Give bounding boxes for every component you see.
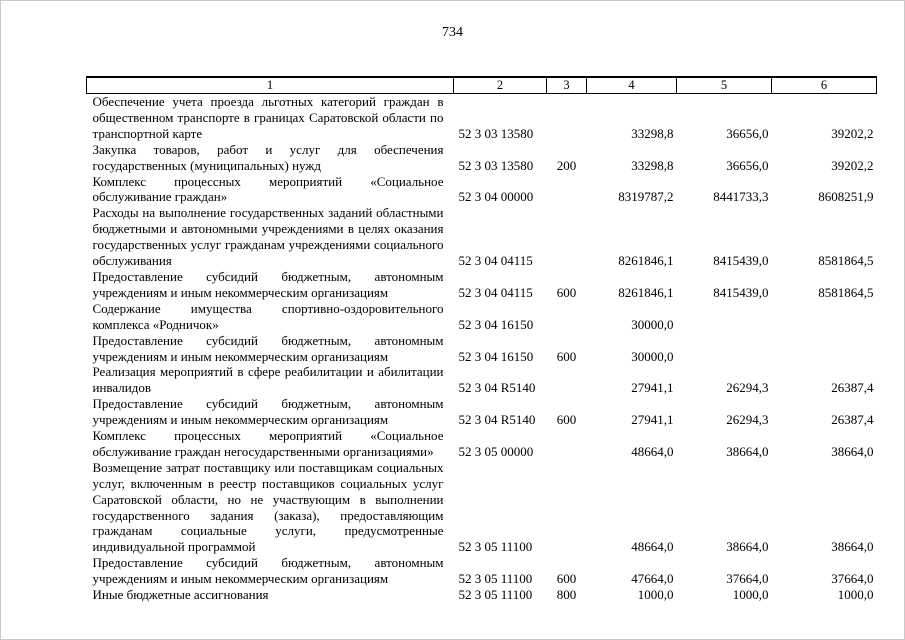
row-amount-2025-cell: 1000,0 xyxy=(637,587,674,603)
budget-table xyxy=(86,76,877,603)
row-name-cell: Реализация мероприятий в сфере реабилитации и абилитации инвалидов xyxy=(92,364,444,396)
row-name-cell: Комплекс процессных мероприятий «Социальное обслуживание граждан» xyxy=(92,173,444,205)
row-group-cell xyxy=(547,460,587,555)
table-header xyxy=(87,77,877,94)
row-amount-2027-cell: 8581864,5 xyxy=(818,253,874,269)
row-name-cell: Предоставление субсидий бюджетным, автономным учреждениям и иным некоммерческим организациям xyxy=(92,332,444,364)
row-amount-2025-cell: 30000,0 xyxy=(631,348,674,364)
row-amount-2026-cell: 36656,0 xyxy=(726,157,769,173)
row-group-cell: 200 xyxy=(556,157,577,173)
row-amount-2027-cell: 1000,0 xyxy=(837,587,874,603)
row-amount-2027-cell: 8608251,9 xyxy=(818,189,874,205)
table-row xyxy=(87,205,877,269)
row-name-cell: Иные бюджетные ассигнования xyxy=(92,587,269,603)
row-name-cell: Возмещение затрат поставщику или поставщикам социальных услуг, включенным в реестр поставщиков социальных услуг Саратовской области, но не участвующим в выполнении государственного задания (заказа), предоставляющим гражданам социальные услуги, предусмотренные индивидуальной программой xyxy=(92,459,444,555)
table-row xyxy=(87,301,877,333)
row-amount-2026-cell xyxy=(677,333,772,365)
row-group-cell xyxy=(547,428,587,460)
row-code-cell: 52 3 03 13580 xyxy=(458,157,534,173)
row-amount-2027-cell: 26387,4 xyxy=(831,380,874,396)
row-amount-2025-cell: 33298,8 xyxy=(631,157,674,173)
column-number-2: 2 xyxy=(454,77,547,94)
row-amount-2025-cell: 30000,0 xyxy=(631,316,674,332)
table-row xyxy=(87,142,877,174)
row-name-cell: Обеспечение учета проезда льготных категорий граждан в общественном транспорте в границах Саратовской области по транспортной карте xyxy=(92,94,444,141)
row-amount-2025-cell: 48664,0 xyxy=(631,443,674,459)
row-amount-2027-cell xyxy=(772,301,877,333)
row-group-cell: 600 xyxy=(556,412,577,428)
column-number-5: 5 xyxy=(677,77,772,94)
row-name-cell: Содержание имущества спортивно-оздоровительного комплекса «Родничок» xyxy=(92,300,444,332)
row-amount-2027-cell: 39202,2 xyxy=(831,125,874,141)
table-row xyxy=(87,174,877,206)
row-name-cell: Расходы на выполнение государственных заданий областными бюджетными и автономными учреждениями в целях оказания государственных услуг гражданам учреждениями социального обслуживания xyxy=(92,205,444,269)
row-amount-2026-cell: 8441733,3 xyxy=(713,189,769,205)
row-amount-2027-cell xyxy=(772,333,877,365)
row-name-cell: Предоставление субсидий бюджетным, автономным учреждениям и иным некоммерческим организациям xyxy=(92,396,444,428)
row-name-cell: Комплекс процессных мероприятий «Социальное обслуживание граждан негосударственными организациями» xyxy=(92,428,444,459)
row-code-cell: 52 3 03 13580 xyxy=(458,125,534,141)
row-amount-2026-cell: 1000,0 xyxy=(732,587,769,603)
table-row xyxy=(87,396,877,428)
row-group-cell: 600 xyxy=(556,348,577,364)
row-code-cell: 52 3 05 11100 xyxy=(458,571,533,587)
row-amount-2026-cell: 38664,0 xyxy=(726,539,769,555)
table-row xyxy=(87,94,877,142)
table-row xyxy=(87,269,877,301)
table-row xyxy=(87,364,877,396)
row-group-cell: 800 xyxy=(556,587,577,603)
row-code-cell: 52 3 05 00000 xyxy=(458,443,534,459)
row-amount-2027-cell: 37664,0 xyxy=(831,571,874,587)
row-code-cell: 52 3 05 11100 xyxy=(458,587,533,603)
row-amount-2026-cell xyxy=(677,301,772,333)
row-amount-2027-cell: 39202,2 xyxy=(831,157,874,173)
row-amount-2026-cell: 8415439,0 xyxy=(713,253,769,269)
row-group-cell xyxy=(547,94,587,142)
row-code-cell: 52 3 04 00000 xyxy=(458,189,534,205)
row-amount-2026-cell: 37664,0 xyxy=(726,571,769,587)
row-code-cell: 52 3 04 16150 xyxy=(458,348,534,364)
row-name-cell: Закупка товаров, работ и услуг для обеспечения государственных (муниципальных) нужд xyxy=(92,141,444,173)
column-number-6: 6 xyxy=(772,77,877,94)
row-amount-2027-cell: 38664,0 xyxy=(831,539,874,555)
row-code-cell: 52 3 04 04115 xyxy=(458,253,533,269)
row-group-cell xyxy=(547,364,587,396)
row-amount-2026-cell: 26294,3 xyxy=(726,412,769,428)
column-number-1: 1 xyxy=(87,77,454,94)
row-group-cell xyxy=(547,205,587,269)
row-amount-2025-cell: 8319787,2 xyxy=(618,189,674,205)
row-amount-2026-cell: 36656,0 xyxy=(726,125,769,141)
row-name-cell: Предоставление субсидий бюджетным, автономным учреждениям и иным некоммерческим организациям xyxy=(92,555,444,587)
row-amount-2025-cell: 8261846,1 xyxy=(618,284,674,300)
row-amount-2025-cell: 27941,1 xyxy=(631,380,674,396)
row-amount-2025-cell: 48664,0 xyxy=(631,539,674,555)
row-amount-2025-cell: 27941,1 xyxy=(631,412,674,428)
row-code-cell: 52 3 04 R5140 xyxy=(458,380,536,396)
row-code-cell: 52 3 04 R5140 xyxy=(458,412,536,428)
row-group-cell xyxy=(547,301,587,333)
row-name-cell: Предоставление субсидий бюджетным, автономным учреждениям и иным некоммерческим организациям xyxy=(92,268,444,300)
row-amount-2027-cell: 8581864,5 xyxy=(818,284,874,300)
row-amount-2026-cell: 26294,3 xyxy=(726,380,769,396)
table-row xyxy=(87,460,877,555)
column-number-4: 4 xyxy=(587,77,677,94)
table-body xyxy=(87,94,877,604)
table-row xyxy=(87,333,877,365)
row-group-cell: 600 xyxy=(556,284,577,300)
row-group-cell: 600 xyxy=(556,571,577,587)
column-number-3: 3 xyxy=(547,77,587,94)
page-number: 734 xyxy=(442,25,463,40)
row-amount-2027-cell: 38664,0 xyxy=(831,443,874,459)
row-amount-2025-cell: 47664,0 xyxy=(631,571,674,587)
row-code-cell: 52 3 05 11100 xyxy=(458,539,533,555)
row-amount-2026-cell: 8415439,0 xyxy=(713,284,769,300)
table-header-row xyxy=(87,77,877,94)
table-row xyxy=(87,555,877,587)
row-group-cell xyxy=(547,174,587,206)
row-amount-2027-cell: 26387,4 xyxy=(831,412,874,428)
table-row xyxy=(87,587,877,603)
row-amount-2025-cell: 8261846,1 xyxy=(618,253,674,269)
row-code-cell: 52 3 04 04115 xyxy=(458,284,533,300)
row-amount-2025-cell: 33298,8 xyxy=(631,125,674,141)
row-code-cell: 52 3 04 16150 xyxy=(458,316,534,332)
table-row xyxy=(87,428,877,460)
row-amount-2026-cell: 38664,0 xyxy=(726,443,769,459)
